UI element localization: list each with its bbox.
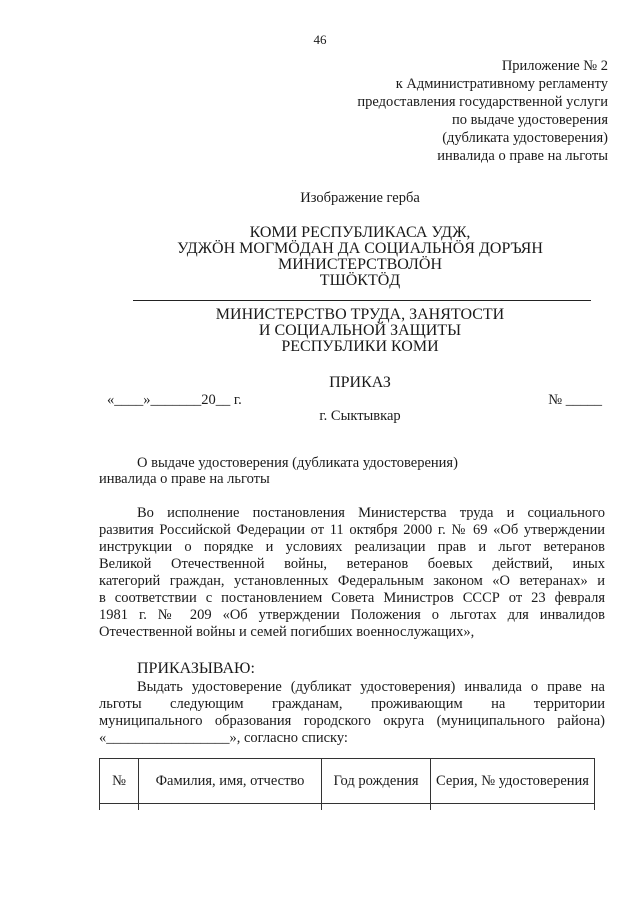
recipients-table	[99, 758, 595, 810]
table-cell	[322, 804, 431, 811]
subject-line: инвалида о праве на льготы	[99, 471, 270, 487]
number-field: № _____	[548, 392, 602, 408]
table-cell	[100, 804, 139, 811]
appendix-line: (дубликата удостоверения)	[442, 130, 608, 146]
komi-heading-line: МИНИСТЕРСТВОЛÖН	[277, 256, 443, 273]
order-line: Выдать удостоверение (дубликат удостоверения) инвалида о праве на	[137, 679, 605, 695]
table-header-row	[100, 759, 595, 804]
document-type: ПРИКАЗ	[329, 374, 391, 391]
col-header-full-name: Фамилия, имя, отчество	[139, 759, 322, 804]
appendix-line: инвалида о праве на льготы	[437, 148, 608, 164]
preamble-line: инструкции о порядке и условиях реализации прав и льгот ветеранов	[99, 539, 605, 555]
page-number: 46	[313, 32, 327, 47]
order-line: льготы следующим гражданам, проживающим на территории	[99, 696, 605, 712]
preamble-line: развития Российской Федерации от 11 октября 2000 г. № 69 «Об утверждении	[99, 522, 605, 538]
komi-heading-line: ТШÖКТÖД	[319, 272, 401, 289]
ministry-heading-line: И СОЦИАЛЬНОЙ ЗАЩИТЫ	[258, 322, 462, 339]
appendix-line: к Административному регламенту	[395, 76, 608, 92]
heading-divider	[133, 300, 591, 301]
komi-heading-line: УДЖÖН МОГМÖДАН ДА СОЦИАЛЬНÖЯ ДОРЪЯН	[177, 240, 543, 257]
preamble-line: Великой Отечественной войны, ветеранов боевых действий, иных	[99, 556, 605, 572]
table-row	[100, 804, 595, 811]
appendix-line: Приложение № 2	[501, 58, 608, 74]
komi-heading-line: КОМИ РЕСПУБЛИКАСА УДЖ,	[249, 224, 471, 241]
preamble-line: в соответствии с постановлением Совета Министров СССР от 23 февраля	[99, 590, 605, 606]
col-header-certificate-number: Серия, № удостоверения	[431, 759, 595, 804]
ministry-heading-line: МИНИСТЕРСТВО ТРУДА, ЗАНЯТОСТИ	[215, 306, 505, 323]
table-cell	[431, 804, 595, 811]
preamble-line: 1981 г. № 209 «Об утверждении Положения о льготах для инвалидов	[99, 607, 605, 623]
subject-line: О выдаче удостоверения (дубликата удостоверения)	[137, 455, 458, 471]
col-header-birth-year: Год рождения	[322, 759, 431, 804]
ministry-heading-line: РЕСПУБЛИКИ КОМИ	[281, 338, 439, 355]
city-name: г. Сыктывкар	[319, 408, 401, 424]
appendix-line: предоставления государственной услуги	[357, 94, 608, 110]
table-cell	[139, 804, 322, 811]
preamble-line: Во исполнение постановления Министерства труда и социального	[137, 505, 605, 521]
order-word: ПРИКАЗЫВАЮ:	[137, 660, 255, 677]
order-line: «_________________», согласно списку:	[99, 730, 348, 746]
date-field: «____»_______20__ г.	[107, 392, 242, 408]
col-header-number: №	[100, 759, 139, 804]
appendix-line: по выдаче удостоверения	[451, 112, 608, 128]
preamble-line: Отечественной войны и семей погибших военнослужащих»,	[99, 624, 475, 640]
order-line: муниципального образования городского округа (муниципального района)	[99, 713, 605, 729]
preamble-line: категорий граждан, установленных Федеральным законом «О ветеранах» и	[99, 573, 605, 589]
emblem-caption: Изображение герба	[300, 190, 420, 206]
